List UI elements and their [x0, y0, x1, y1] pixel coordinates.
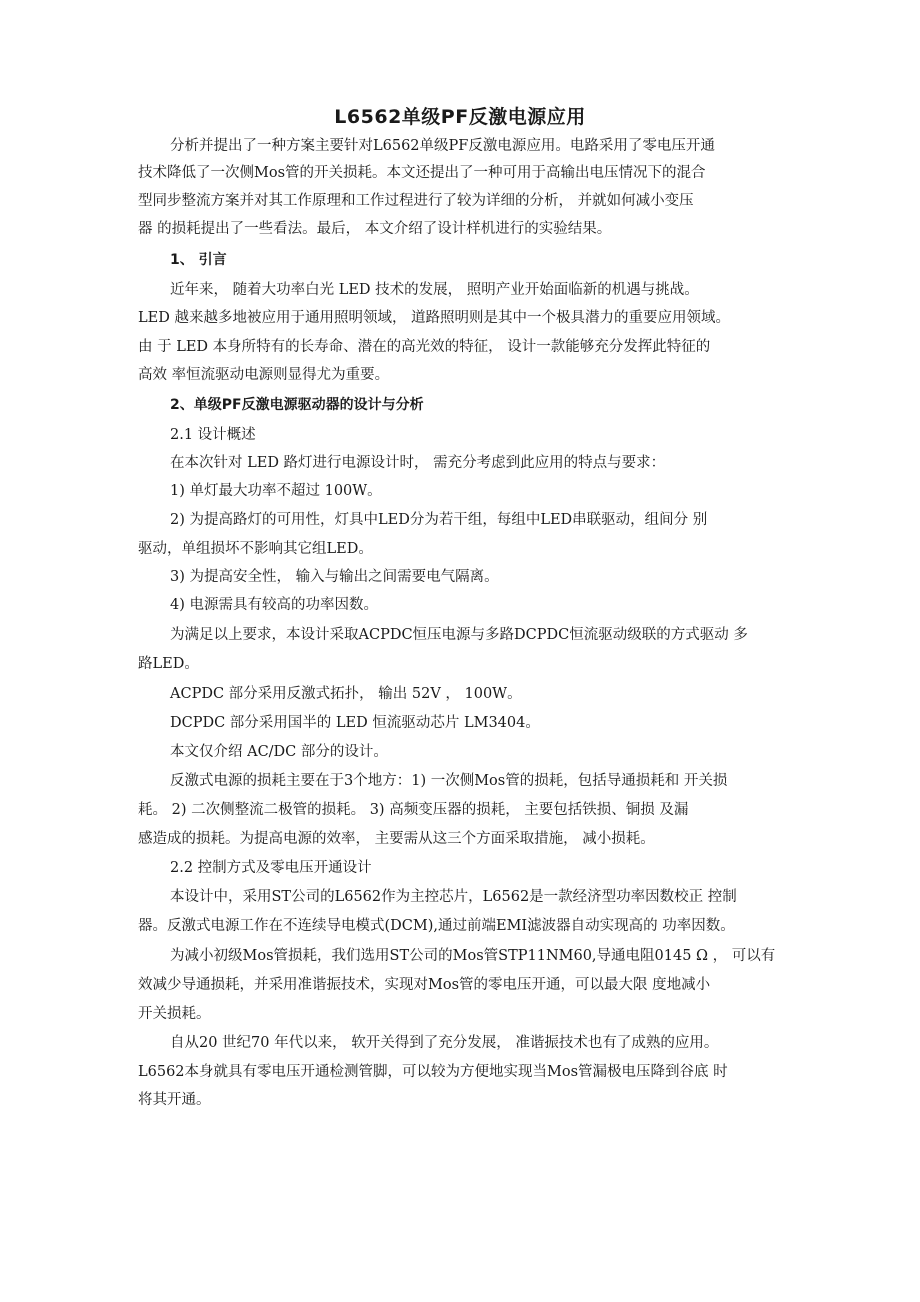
text-line: 3) 为提高安全性， 输入与输出之间需要电气隔离。: [170, 569, 499, 585]
page-title: L6562单级PF反激电源应用: [334, 106, 586, 128]
text-line: 分析并提出了一种方案主要针对L6562单级PF反激电源应用。电路采用了零电压开通: [170, 138, 715, 154]
text-line: 驱动，单组损坏不影响其它组LED。: [138, 541, 373, 557]
text-line: 感造成的损耗。为提高电源的效率， 主要需从这三个方面采取措施， 减小损耗。: [138, 831, 655, 847]
text-line: 自从20 世纪70 年代以来， 软开关得到了充分发展， 准谐振技术也有了成熟的应用。: [170, 1035, 719, 1051]
section-heading: 2、单级PF反激电源驱动器的设计与分析: [170, 397, 424, 413]
text-line: 1) 单灯最大功率不超过 100W。: [170, 483, 382, 499]
text-line: 耗。 2) 二次侧整流二极管的损耗。 3) 高频变压器的损耗， 主要包括铁损、铜损 及漏: [138, 802, 689, 818]
text-line: 2.1 设计概述: [170, 427, 256, 443]
text-line: 为减小初级Mos管损耗，我们选用ST公司的Mos管STP11NM60,导通电阻0145 Ω ， 可以有: [170, 948, 776, 964]
text-line: 反激式电源的损耗主要在于3个地方：1) 一次侧Mos管的损耗，包括导通损耗和 开关损: [170, 773, 728, 789]
text-line: 开关损耗。: [138, 1006, 211, 1022]
text-line: 近年来， 随着大功率白光 LED 技术的发展， 照明产业开始面临新的机遇与挑战。: [170, 282, 699, 298]
text-line: 本设计中，采用ST公司的L6562作为主控芯片，L6562是一款经济型功率因数校正 控制: [170, 889, 737, 905]
text-line: 路LED。: [138, 656, 199, 672]
text-line: LED 越来越多地被应用于通用照明领域， 道路照明则是其中一个极具潜力的重要应用领域。: [138, 310, 731, 326]
text-line: 技术降低了一次侧Mos管的开关损耗。本文还提出了一种可用于高输出电压情况下的混合: [138, 165, 706, 181]
text-line: 在本次针对 LED 路灯进行电源设计时， 需充分考虑到此应用的特点与要求：: [170, 455, 666, 471]
section-heading: 1、 引言: [170, 252, 227, 268]
text-line: DCPDC 部分采用国半的 LED 恒流驱动芯片 LM3404。: [170, 715, 540, 731]
text-line: 为满足以上要求，本设计采取ACPDC恒压电源与多路DCPDC恒流驱动级联的方式驱动 多: [170, 627, 748, 643]
text-line: 2) 为提高路灯的可用性，灯具中LED分为若干组，每组中LED串联驱动，组间分 别: [170, 512, 708, 528]
text-line: L6562本身就具有零电压开通检测管脚，可以较为方便地实现当Mos管漏极电压降到谷底 时: [138, 1064, 728, 1080]
text-line: 4) 电源需具有较高的功率因数。: [170, 597, 378, 613]
text-line: 型同步整流方案并对其工作原理和工作过程进行了较为详细的分析， 并就如何减小变压: [138, 193, 694, 209]
text-line: ACPDC 部分采用反激式拓扑， 输出 52V ， 100W。: [170, 686, 522, 702]
text-line: 2.2 控制方式及零电压开通设计: [170, 860, 372, 876]
text-line: 由 于 LED 本身所特有的长寿命、潜在的高光效的特征， 设计一款能够充分发挥此特征的: [138, 339, 711, 355]
text-line: 器。反激式电源工作在不连续导电模式(DCM),通过前端EMI滤波器自动实现高的 功率因数。: [138, 918, 735, 934]
text-line: 器 的损耗提出了一些看法。最后， 本文介绍了设计样机进行的实验结果。: [138, 221, 612, 237]
text-line: 高效 率恒流驱动电源则显得尤为重要。: [138, 367, 390, 383]
text-line: 本文仅介绍 AC/DC 部分的设计。: [170, 744, 388, 760]
text-line: 将其开通。: [138, 1092, 211, 1108]
text-line: 效减少导通损耗，并采用准谐振技术，实现对Mos管的零电压开通，可以最大限 度地减小: [138, 977, 711, 993]
